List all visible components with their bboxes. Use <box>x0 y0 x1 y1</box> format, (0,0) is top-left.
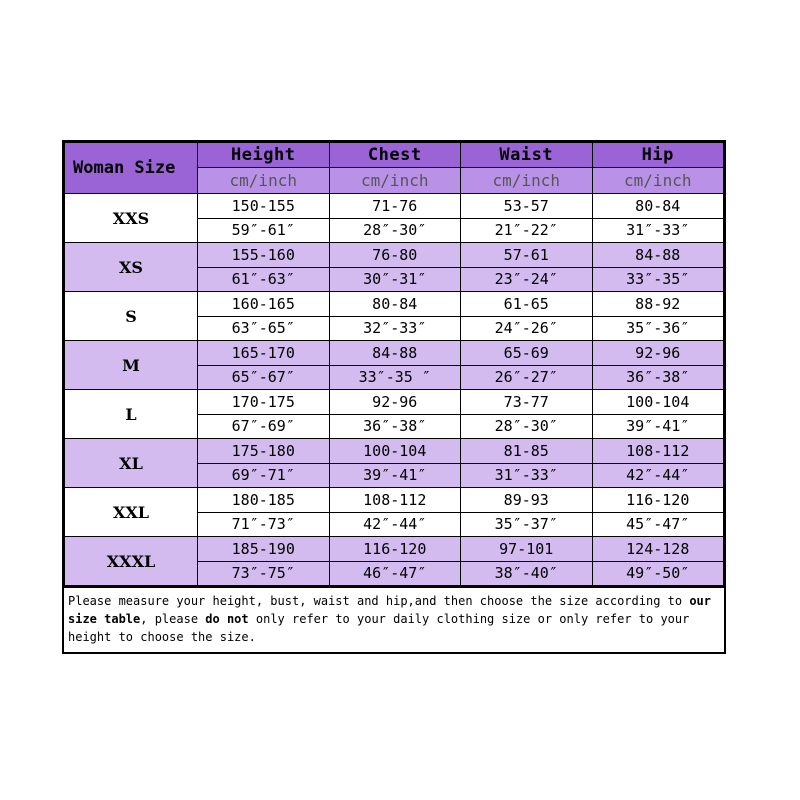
inch-value-cell: 69″-71″ <box>198 463 330 488</box>
inch-value-cell: 28″-30″ <box>329 218 461 243</box>
cm-value-cell: 160-165 <box>198 292 330 317</box>
cm-value-cell: 108-112 <box>329 488 461 513</box>
note-bold-do-not: do not <box>205 612 249 626</box>
cm-value-cell: 92-96 <box>329 390 461 415</box>
cm-value-cell: 88-92 <box>592 292 724 317</box>
inch-value-cell: 35″-36″ <box>592 316 724 341</box>
cm-value-cell: 165-170 <box>198 341 330 366</box>
header-row <box>65 143 724 168</box>
cm-value-cell: 150-155 <box>198 194 330 219</box>
cm-value-cell: 97-101 <box>461 537 593 562</box>
unit-label: cm/inch <box>329 168 461 194</box>
table-row <box>65 537 724 562</box>
cm-value-cell: 80-84 <box>592 194 724 219</box>
inch-value-cell: 36″-38″ <box>592 365 724 390</box>
inch-value-cell: 31″-33″ <box>461 463 593 488</box>
inch-value-cell: 46″-47″ <box>329 561 461 586</box>
table-row <box>65 341 724 366</box>
height-column-header: Height <box>198 143 330 168</box>
size-table-body <box>65 194 724 586</box>
table-row <box>65 390 724 415</box>
inch-value-cell: 45″-47″ <box>592 512 724 537</box>
inch-value-cell: 33″-35″ <box>592 267 724 292</box>
inch-value-cell: 49″-50″ <box>592 561 724 586</box>
chest-column-header: Chest <box>329 143 461 168</box>
inch-value-cell: 24″-26″ <box>461 316 593 341</box>
cm-value-cell: 175-180 <box>198 439 330 464</box>
unit-label: cm/inch <box>461 168 593 194</box>
cm-value-cell: 61-65 <box>461 292 593 317</box>
size-label: XXS <box>65 194 198 243</box>
size-label: XL <box>65 439 198 488</box>
size-label: XXXL <box>65 537 198 586</box>
cm-value-cell: 116-120 <box>592 488 724 513</box>
inch-value-cell: 35″-37″ <box>461 512 593 537</box>
size-label: M <box>65 341 198 390</box>
cm-value-cell: 124-128 <box>592 537 724 562</box>
size-label: XXL <box>65 488 198 537</box>
size-label: XS <box>65 243 198 292</box>
cm-value-cell: 57-61 <box>461 243 593 268</box>
cm-value-cell: 100-104 <box>592 390 724 415</box>
inch-value-cell: 21″-22″ <box>461 218 593 243</box>
inch-value-cell: 73″-75″ <box>198 561 330 586</box>
inch-value-cell: 71″-73″ <box>198 512 330 537</box>
cm-value-cell: 81-85 <box>461 439 593 464</box>
inch-value-cell: 30″-31″ <box>329 267 461 292</box>
waist-column-header: Waist <box>461 143 593 168</box>
hip-column-header: Hip <box>592 143 724 168</box>
inch-value-cell: 31″-33″ <box>592 218 724 243</box>
inch-value-cell: 26″-27″ <box>461 365 593 390</box>
table-row <box>65 194 724 219</box>
table-row <box>65 439 724 464</box>
size-label: L <box>65 390 198 439</box>
cm-value-cell: 185-190 <box>198 537 330 562</box>
cm-value-cell: 180-185 <box>198 488 330 513</box>
inch-value-cell: 67″-69″ <box>198 414 330 439</box>
cm-value-cell: 76-80 <box>329 243 461 268</box>
unit-label: cm/inch <box>592 168 724 194</box>
inch-value-cell: 32″-33″ <box>329 316 461 341</box>
note-text: , please <box>140 612 206 626</box>
cm-value-cell: 73-77 <box>461 390 593 415</box>
inch-value-cell: 39″-41″ <box>592 414 724 439</box>
inch-value-cell: 42″-44″ <box>592 463 724 488</box>
measurement-note <box>64 586 724 652</box>
inch-value-cell: 33″-35 ″ <box>329 365 461 390</box>
inch-value-cell: 23″-24″ <box>461 267 593 292</box>
cm-value-cell: 65-69 <box>461 341 593 366</box>
cm-value-cell: 100-104 <box>329 439 461 464</box>
cm-value-cell: 89-93 <box>461 488 593 513</box>
cm-value-cell: 155-160 <box>198 243 330 268</box>
inch-value-cell: 61″-63″ <box>198 267 330 292</box>
note-text: Please measure your height, bust, waist and hip,and then choose the size according to <box>68 594 690 608</box>
cm-value-cell: 53-57 <box>461 194 593 219</box>
cm-value-cell: 71-76 <box>329 194 461 219</box>
note-text: only refer to your daily clothing size or only refer to your height to choose the size. <box>68 612 690 644</box>
inch-value-cell: 59″-61″ <box>198 218 330 243</box>
size-column-header: Woman Size <box>65 143 198 194</box>
cm-value-cell: 92-96 <box>592 341 724 366</box>
cm-value-cell: 108-112 <box>592 439 724 464</box>
cm-value-cell: 116-120 <box>329 537 461 562</box>
cm-value-cell: 84-88 <box>592 243 724 268</box>
size-table <box>64 142 724 586</box>
inch-value-cell: 42″-44″ <box>329 512 461 537</box>
table-row <box>65 243 724 268</box>
inch-value-cell: 63″-65″ <box>198 316 330 341</box>
cm-value-cell: 80-84 <box>329 292 461 317</box>
inch-value-cell: 36″-38″ <box>329 414 461 439</box>
table-row <box>65 292 724 317</box>
note-bold-size-table: our size table <box>68 594 712 626</box>
table-row <box>65 488 724 513</box>
inch-value-cell: 38″-40″ <box>461 561 593 586</box>
size-chart <box>62 140 726 654</box>
inch-value-cell: 28″-30″ <box>461 414 593 439</box>
cm-value-cell: 84-88 <box>329 341 461 366</box>
unit-label: cm/inch <box>198 168 330 194</box>
cm-value-cell: 170-175 <box>198 390 330 415</box>
inch-value-cell: 39″-41″ <box>329 463 461 488</box>
size-label: S <box>65 292 198 341</box>
inch-value-cell: 65″-67″ <box>198 365 330 390</box>
